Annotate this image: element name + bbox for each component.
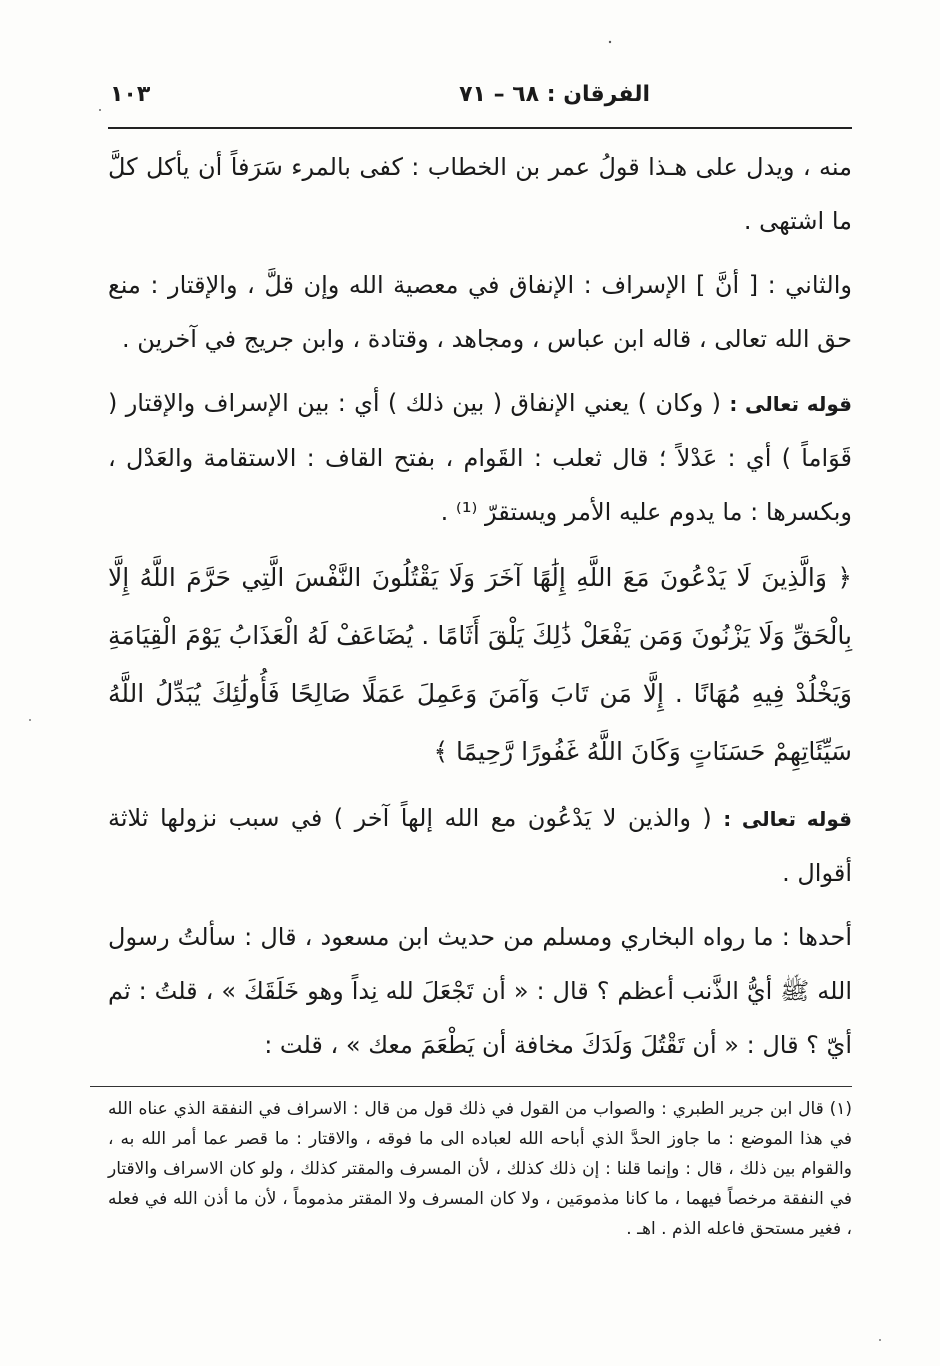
main-text bbox=[108, 140, 852, 1082]
paragraph: والثاني : [ أنَّ ] الإسراف : الإنفاق في معصية الله وإن قلَّ ، والإقتار : منع حق الله تعالى ، قاله ابن عباس ، ومجاهد ، وقتادة ، وابن جريج في آخرين . bbox=[108, 271, 852, 353]
paragraph-body: ( والذين لا يَدْعُون مع الله إلهاً آخر ) في سبب نزولها ثلاثة أقوال . bbox=[108, 804, 852, 887]
lead-phrase: قوله تعالى : bbox=[723, 807, 853, 831]
paragraph: أحدها : ما رواه البخاري ومسلم من حديث ابن مسعود ، قال : سألتُ رسول الله ﷺ أيُّ الذَّنب أعظم ؟ قال : « أن تَجْعَلَ لله نِداً وهو خَلَقَكَ » ، قلتُ : ثم أيّ ؟ قال : « أن تَقْتُلَ وَلَدَكَ مخافة أن يَطْعَمَ معك » ، قلت : bbox=[108, 923, 852, 1059]
quran-verse: ﴿ وَالَّذِينَ لَا يَدْعُونَ مَعَ اللَّهِ إِلَٰهًا آخَرَ وَلَا يَقْتُلُونَ النَّفْسَ الَّتِي حَرَّمَ اللَّهُ إِلَّا بِالْحَقِّ وَلَا يَزْنُونَ وَمَن يَفْعَلْ ذَٰلِكَ يَلْقَ أَثَامًا . يُضَاعَفْ لَهُ الْعَذَابُ يَوْمَ الْقِيَامَةِ وَيَخْلُدْ فِيهِ مُهَانًا . إِلَّا مَن تَابَ وَآمَنَ وَعَمِلَ عَمَلًا صَالِحًا فَأُولَٰئِكَ يُبَدِّلُ اللَّهُ سَيِّئَاتِهِمْ حَسَنَاتٍ وَكَانَ اللَّهُ غَفُورًا رَّحِيمًا ﴾ bbox=[108, 563, 852, 766]
footnotes bbox=[108, 1094, 852, 1244]
paragraph bbox=[108, 376, 852, 539]
lead-phrase: قوله تعالى : bbox=[729, 392, 853, 416]
page-header bbox=[110, 82, 850, 118]
footnote-text: (١) قال ابن جرير الطبري : والصواب من القول في ذلك قول من قال : الاسراف في النفقة الذي عناه الله في هذا الموضع : ما جاوز الحدَّ الذي أباحه الله لعباده الى ما فوقه ، والاقتار : ما قصر عما أمر الله به ، والقوام بين ذلك ، قال : وإنما قلنا : إن ذلك كذلك ، لأن المسرف والمقتر كذلك ، ولو كان الاسراف والاقتار في النفقة مرخصاً فيهما ، ما كانا مذمومَين ، ولا كان المسرف ولا المقتر مذموماً ، لأن ما أذن الله في فعله ، فغير مستحق فاعله الذم . اهـ . bbox=[108, 1099, 852, 1239]
paragraph: منه ، ويدل على هـذا قولُ عمر بن الخطاب : كفى بالمرء سَرَفاً أن يأكل كلَّ ما اشتهى . bbox=[108, 153, 852, 235]
running-title: الفرقان : ٦٨ – ٧١ bbox=[459, 82, 650, 107]
paragraph bbox=[108, 791, 852, 900]
footnote-rule bbox=[90, 1086, 852, 1087]
paragraph-body: ( وكان ) يعني الإنفاق ( بين ذلك ) أي : بين الإسراف والإقتار ( قَوَاماً ) أي : عَدْلاً ؛ قال ثعلب : القَوام ، بفتح القاف : الاستقامة والعَدْل ، وبكسرها : ما يدوم عليه الأمر ويستقرّ ⁽¹⁾ . bbox=[108, 389, 852, 526]
header-rule bbox=[108, 127, 852, 129]
page-number: ١٠٣ bbox=[110, 82, 151, 107]
